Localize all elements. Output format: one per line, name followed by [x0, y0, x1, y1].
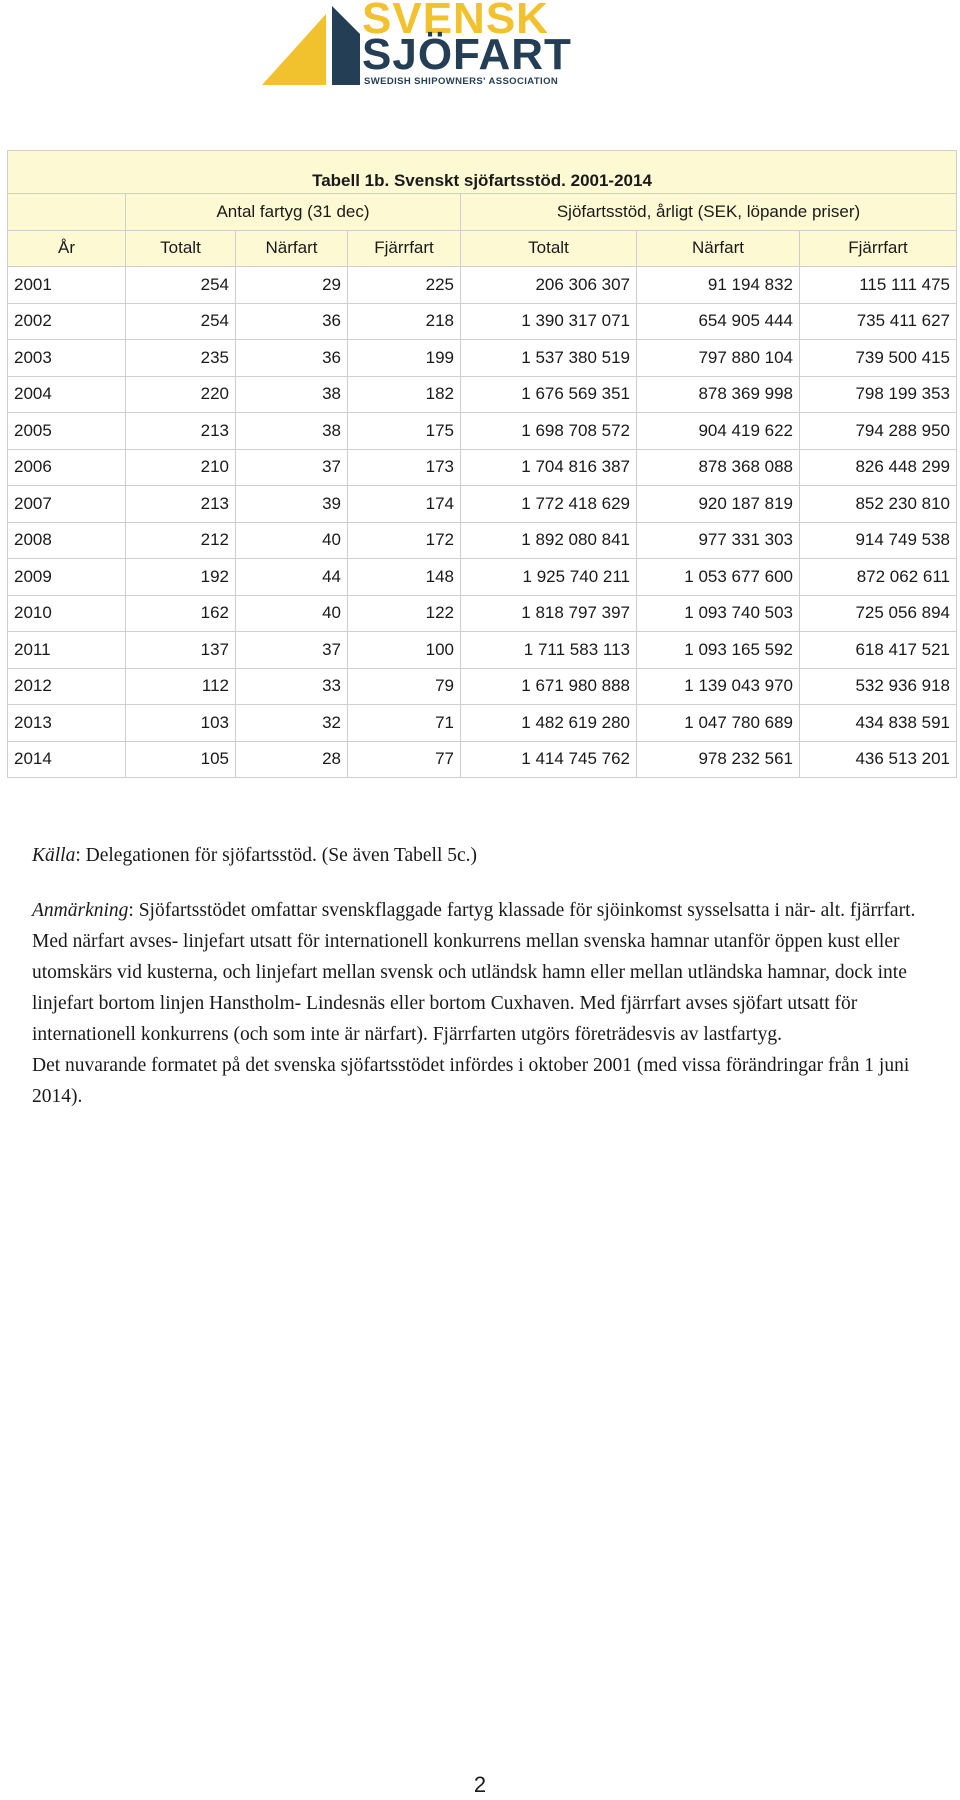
cell-vessels-deep-sea: 172 [348, 522, 461, 559]
cell-subsidy-short-sea: 1 139 043 970 [637, 668, 800, 705]
cell-year: 2012 [8, 668, 126, 705]
cell-year: 2011 [8, 632, 126, 669]
cell-subsidy-short-sea: 654 905 444 [637, 303, 800, 340]
cell-vessels-short-sea: 36 [236, 303, 348, 340]
column-header-subsidy-short-sea: Närfart [637, 230, 800, 267]
cell-subsidy-short-sea: 1 093 165 592 [637, 632, 800, 669]
cell-vessels-short-sea: 37 [236, 449, 348, 486]
cell-subsidy-short-sea: 978 232 561 [637, 741, 800, 778]
cell-subsidy-total: 1 414 745 762 [461, 741, 637, 778]
subsidy-table-container [7, 150, 956, 778]
cell-subsidy-deep-sea: 735 411 627 [800, 303, 957, 340]
cell-subsidy-short-sea: 1 053 677 600 [637, 559, 800, 596]
cell-subsidy-total: 206 306 307 [461, 267, 637, 304]
cell-vessels-deep-sea: 199 [348, 340, 461, 377]
cell-subsidy-total: 1 892 080 841 [461, 522, 637, 559]
cell-year: 2002 [8, 303, 126, 340]
cell-vessels-total: 162 [126, 595, 236, 632]
cell-subsidy-total: 1 390 317 071 [461, 303, 637, 340]
sail-logo-icon [262, 0, 372, 90]
cell-vessels-total: 210 [126, 449, 236, 486]
cell-vessels-deep-sea: 174 [348, 486, 461, 523]
cell-subsidy-short-sea: 797 880 104 [637, 340, 800, 377]
cell-vessels-short-sea: 40 [236, 522, 348, 559]
group-header-vessels: Antal fartyg (31 dec) [126, 194, 461, 231]
logo-subtitle: SWEDISH SHIPOWNERS' ASSOCIATION [364, 76, 559, 87]
table-row [8, 413, 957, 450]
column-header-vessels-total: Totalt [126, 230, 236, 267]
page-number: 2 [473, 1772, 487, 1797]
cell-vessels-deep-sea: 225 [348, 267, 461, 304]
cell-subsidy-total: 1 537 380 519 [461, 340, 637, 377]
cell-subsidy-deep-sea: 914 749 538 [800, 522, 957, 559]
cell-subsidy-deep-sea: 798 199 353 [800, 376, 957, 413]
column-header-subsidy-total: Totalt [461, 230, 637, 267]
cell-vessels-short-sea: 38 [236, 413, 348, 450]
cell-subsidy-total: 1 698 708 572 [461, 413, 637, 450]
cell-vessels-deep-sea: 218 [348, 303, 461, 340]
column-header-row [8, 230, 957, 267]
cell-vessels-deep-sea: 71 [348, 705, 461, 742]
cell-subsidy-deep-sea: 532 936 918 [800, 668, 957, 705]
cell-subsidy-short-sea: 1 047 780 689 [637, 705, 800, 742]
table-row [8, 340, 957, 377]
group-header-empty [8, 194, 126, 231]
table-row [8, 632, 957, 669]
cell-year: 2004 [8, 376, 126, 413]
subsidy-table [7, 150, 957, 778]
column-header-subsidy-deep-sea: Fjärrfart [800, 230, 957, 267]
cell-vessels-total: 220 [126, 376, 236, 413]
cell-subsidy-total: 1 925 740 211 [461, 559, 637, 596]
remark-label: Anmärkning [32, 900, 129, 921]
table-row [8, 595, 957, 632]
cell-vessels-deep-sea: 77 [348, 741, 461, 778]
cell-vessels-total: 254 [126, 303, 236, 340]
cell-subsidy-deep-sea: 826 448 299 [800, 449, 957, 486]
cell-subsidy-total: 1 704 816 387 [461, 449, 637, 486]
table-row [8, 668, 957, 705]
cell-subsidy-short-sea: 904 419 622 [637, 413, 800, 450]
table-row [8, 449, 957, 486]
cell-year: 2013 [8, 705, 126, 742]
table-row [8, 559, 957, 596]
cell-subsidy-deep-sea: 436 513 201 [800, 741, 957, 778]
cell-year: 2006 [8, 449, 126, 486]
logo-line-1: SVENSK [362, 0, 549, 43]
cell-vessels-short-sea: 39 [236, 486, 348, 523]
cell-subsidy-deep-sea: 852 230 810 [800, 486, 957, 523]
cell-vessels-short-sea: 32 [236, 705, 348, 742]
cell-subsidy-short-sea: 878 369 998 [637, 376, 800, 413]
notes-section [32, 840, 944, 1112]
table-row [8, 267, 957, 304]
cell-year: 2014 [8, 741, 126, 778]
cell-vessels-deep-sea: 148 [348, 559, 461, 596]
cell-vessels-deep-sea: 175 [348, 413, 461, 450]
cell-vessels-total: 213 [126, 486, 236, 523]
cell-vessels-total: 213 [126, 413, 236, 450]
table-row [8, 705, 957, 742]
column-header-vessels-short-sea: Närfart [236, 230, 348, 267]
cell-vessels-total: 137 [126, 632, 236, 669]
cell-subsidy-short-sea: 91 194 832 [637, 267, 800, 304]
cell-vessels-short-sea: 36 [236, 340, 348, 377]
table-row [8, 376, 957, 413]
cell-vessels-total: 112 [126, 668, 236, 705]
cell-subsidy-short-sea: 1 093 740 503 [637, 595, 800, 632]
cell-year: 2005 [8, 413, 126, 450]
cell-subsidy-short-sea: 977 331 303 [637, 522, 800, 559]
cell-subsidy-total: 1 671 980 888 [461, 668, 637, 705]
cell-year: 2008 [8, 522, 126, 559]
format-note: Det nuvarande formatet på det svenska sjöfartsstödet infördes i oktober 2001 (med vissa förändringar från 1 juni 2014). [32, 1055, 910, 1107]
source-label: Källa [32, 845, 76, 866]
cell-vessels-total: 254 [126, 267, 236, 304]
cell-vessels-short-sea: 29 [236, 267, 348, 304]
cell-subsidy-total: 1 482 619 280 [461, 705, 637, 742]
cell-vessels-deep-sea: 182 [348, 376, 461, 413]
cell-vessels-short-sea: 44 [236, 559, 348, 596]
source-note [32, 840, 944, 871]
table-row [8, 486, 957, 523]
cell-year: 2003 [8, 340, 126, 377]
cell-vessels-short-sea: 28 [236, 741, 348, 778]
cell-subsidy-deep-sea: 618 417 521 [800, 632, 957, 669]
cell-vessels-short-sea: 37 [236, 632, 348, 669]
cell-vessels-total: 235 [126, 340, 236, 377]
cell-year: 2007 [8, 486, 126, 523]
cell-vessels-total: 103 [126, 705, 236, 742]
cell-vessels-short-sea: 38 [236, 376, 348, 413]
cell-subsidy-deep-sea: 794 288 950 [800, 413, 957, 450]
column-header-vessels-deep-sea: Fjärrfart [348, 230, 461, 267]
table-title-row [8, 151, 957, 194]
cell-vessels-total: 212 [126, 522, 236, 559]
cell-subsidy-total: 1 818 797 397 [461, 595, 637, 632]
cell-vessels-deep-sea: 100 [348, 632, 461, 669]
cell-subsidy-total: 1 676 569 351 [461, 376, 637, 413]
group-header-row [8, 194, 957, 231]
table-title: Tabell 1b. Svenskt sjöfartsstöd. 2001-2014 [8, 151, 957, 194]
cell-subsidy-deep-sea: 872 062 611 [800, 559, 957, 596]
cell-subsidy-deep-sea: 739 500 415 [800, 340, 957, 377]
table-row [8, 741, 957, 778]
cell-vessels-short-sea: 33 [236, 668, 348, 705]
cell-subsidy-deep-sea: 115 111 475 [800, 267, 957, 304]
cell-year: 2010 [8, 595, 126, 632]
remark-note [32, 895, 944, 1050]
cell-subsidy-short-sea: 920 187 819 [637, 486, 800, 523]
cell-vessels-deep-sea: 79 [348, 668, 461, 705]
cell-vessels-deep-sea: 173 [348, 449, 461, 486]
group-header-subsidy: Sjöfartsstöd, årligt (SEK, löpande priser) [461, 194, 957, 231]
source-text: : Delegationen för sjöfartsstöd. (Se även Tabell 5c.) [75, 845, 478, 866]
logo-line-2: SJÖFART [362, 30, 572, 79]
table-row [8, 303, 957, 340]
cell-subsidy-total: 1 711 583 113 [461, 632, 637, 669]
cell-vessels-short-sea: 40 [236, 595, 348, 632]
cell-subsidy-total: 1 772 418 629 [461, 486, 637, 523]
cell-subsidy-deep-sea: 725 056 894 [800, 595, 957, 632]
cell-year: 2001 [8, 267, 126, 304]
table-row [8, 522, 957, 559]
cell-subsidy-short-sea: 878 368 088 [637, 449, 800, 486]
cell-year: 2009 [8, 559, 126, 596]
remark-text: : Sjöfartsstödet omfattar svenskflaggade fartyg klassade för sjöinkomst sysselsatta i när- alt. fjärrfart. Med närfart avses- linjefart utsatt för internationell konkurrens mellan svenska hamnar utanför öppen kust eller utomskärs vid kusterna, och linjefart mellan svensk och utländsk hamn eller mellan utländska hamnar, dock inte linjefart bortom linjen Hanstholm- Lindesnäs eller bortom Cuxhaven. Med fjärrfart avses sjöfart utsatt för internationell konkurrens (och som inte är närfart). Fjärrfarten utgörs företrädesvis av lastfartyg. [32, 900, 916, 1045]
cell-vessels-total: 105 [126, 741, 236, 778]
cell-subsidy-deep-sea: 434 838 591 [800, 705, 957, 742]
cell-vessels-total: 192 [126, 559, 236, 596]
cell-vessels-deep-sea: 122 [348, 595, 461, 632]
svensk-sjofart-logo [262, 0, 572, 90]
column-header-year: År [8, 230, 126, 267]
